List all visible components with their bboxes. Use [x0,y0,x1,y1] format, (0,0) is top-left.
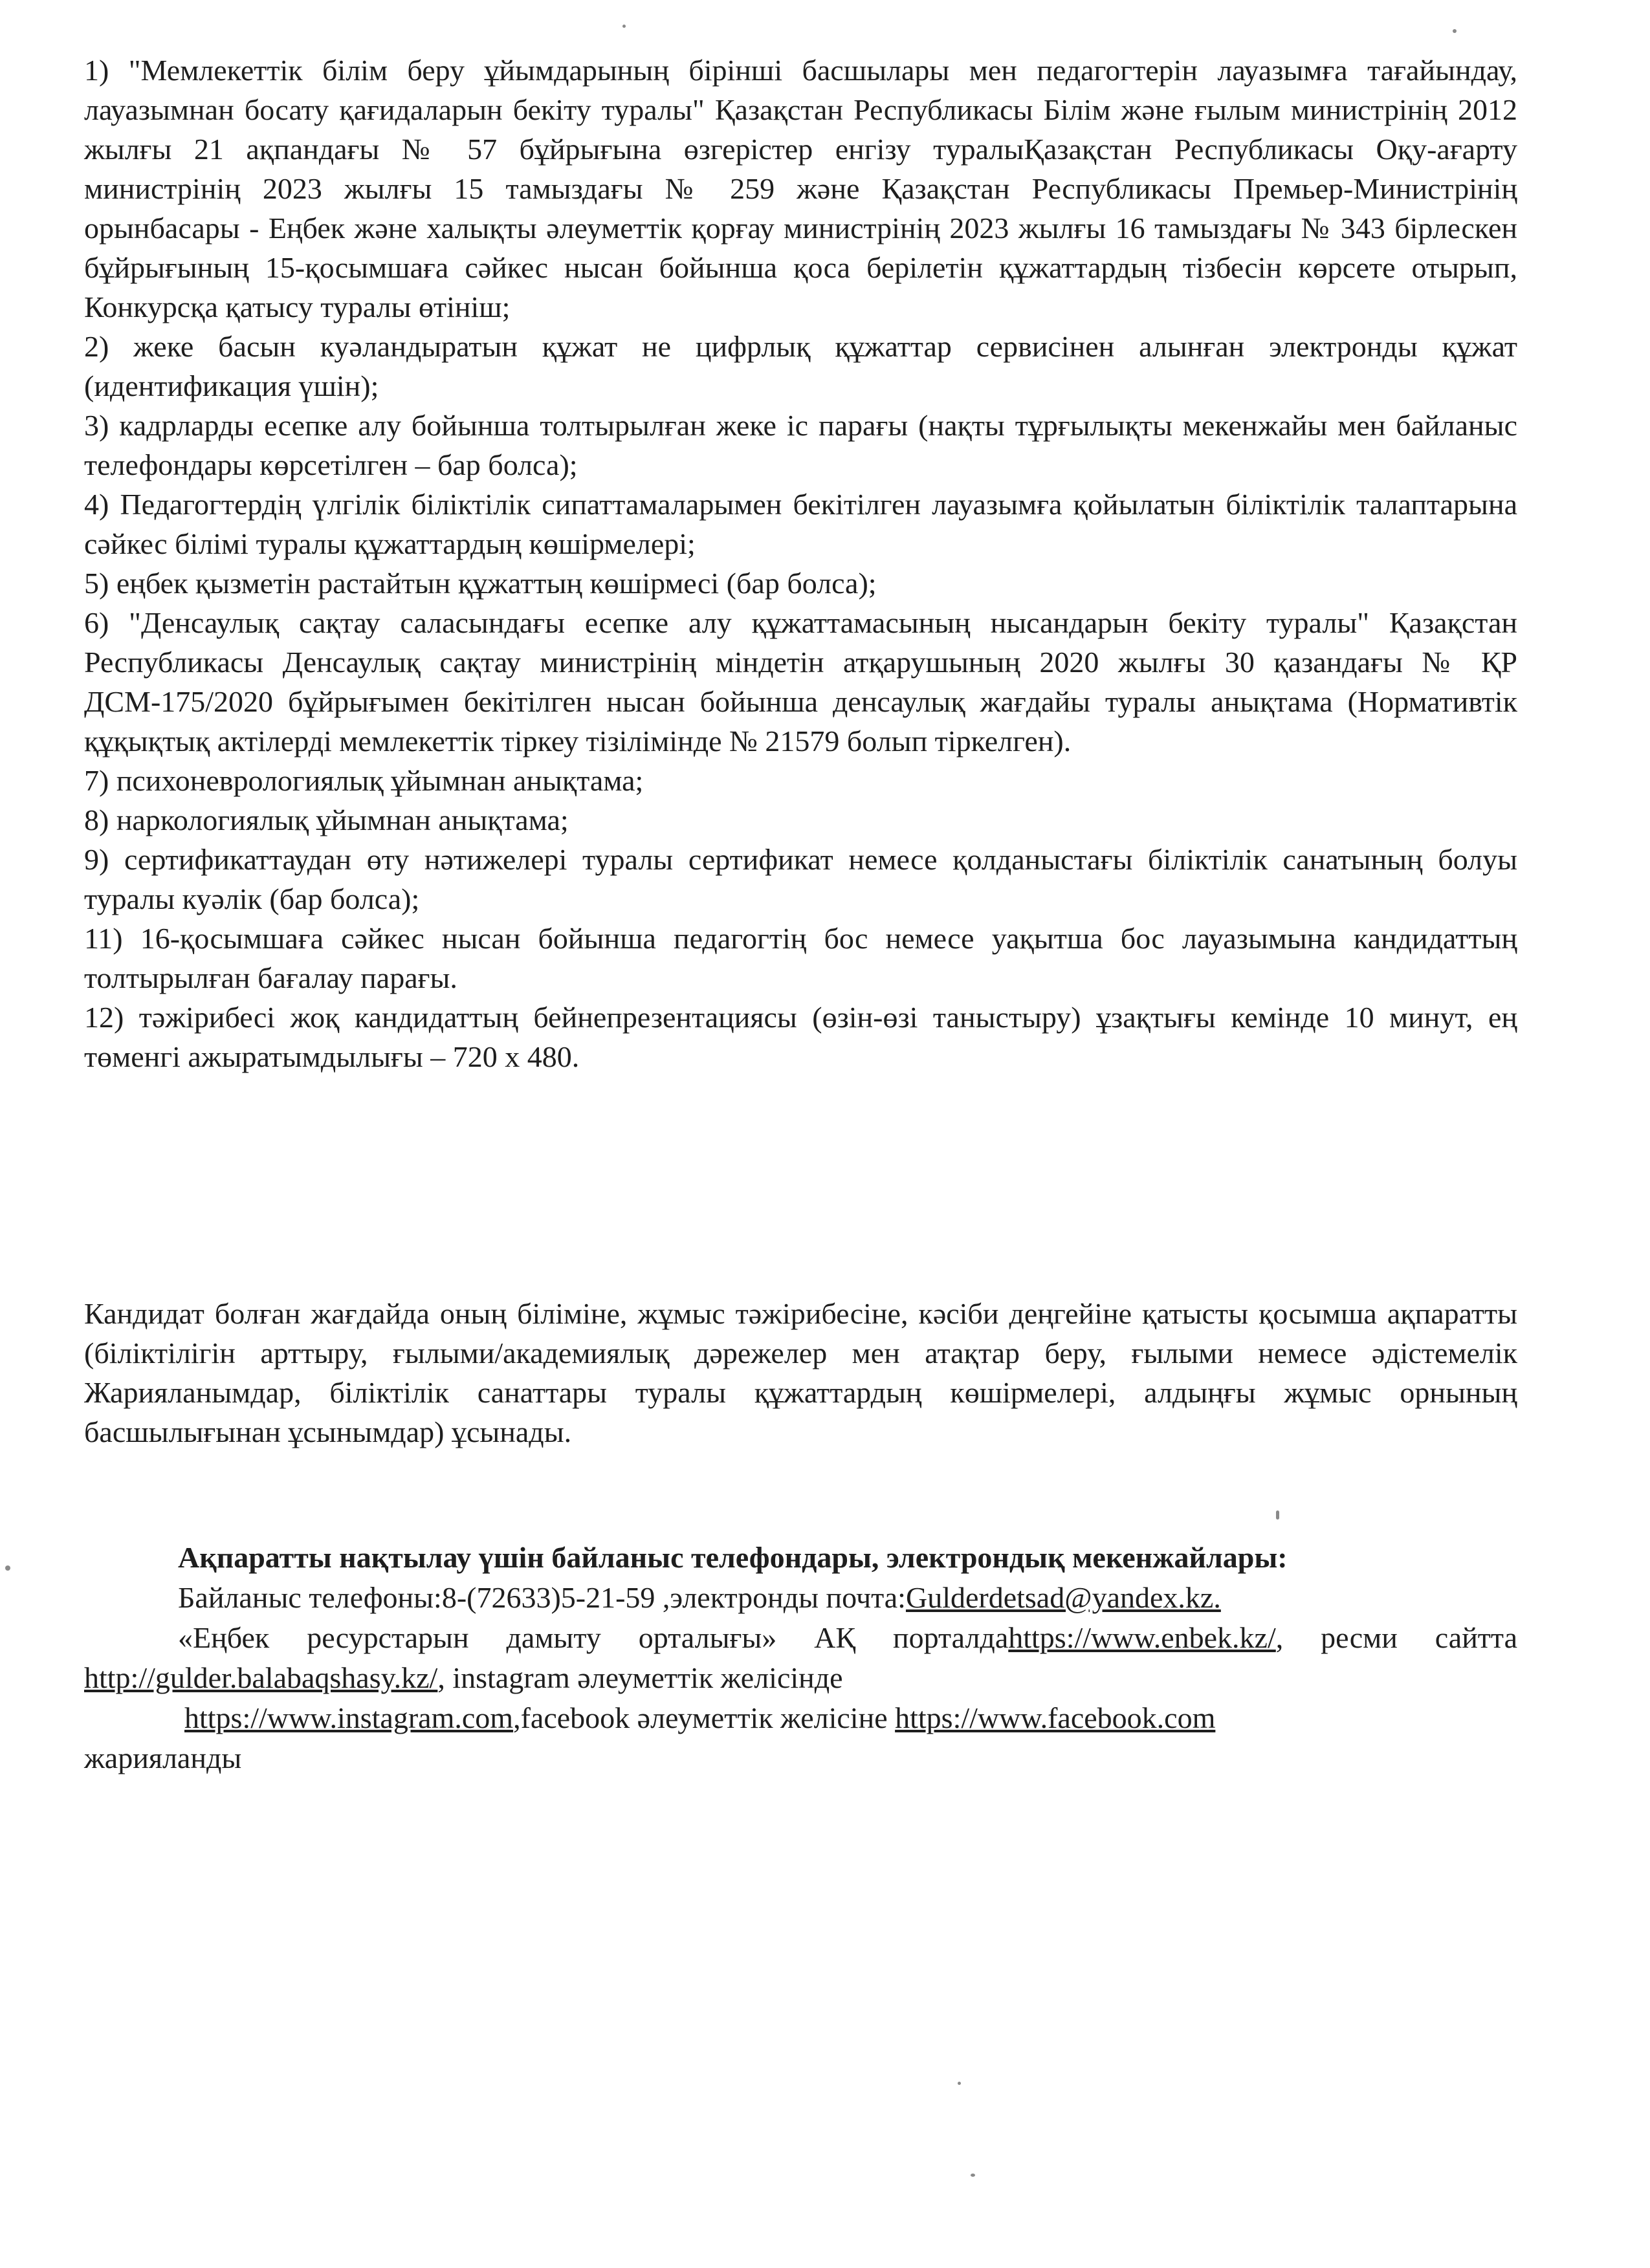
list-item: 11) 16-қосымшаға сәйкес нысан бойынша педагогтің бос немесе уақытша бос лауазымына кандидаттың толтырылған бағалау парағы. [84,922,1517,994]
list-item: 9) сертификаттаудан өту нәтижелері туралы сертификат немесе қолданыстағы біліктілік санатының болуы туралы куәлік (бар болса); [84,843,1517,915]
contacts-heading: Ақпаратты нақтылау үшін байланыс телефондары, электрондық мекенжайлары: [178,1541,1288,1574]
portal-line [84,1618,1517,1698]
scan-speck [971,2174,975,2177]
social-line [84,1698,1517,1738]
list-item: 12) тәжірибесі жоқ кандидаттың бейнепрезентациясы (өзін-өзі таныстыру) ұзақтығы кемінде 10 минут, ең төменгі ажыратымдылығы – 720 х 480. [84,1001,1517,1073]
portal-text: «Еңбек ресурстарын дамыту орталығы» АҚ порталда [178,1621,1009,1654]
list-item: 1) "Мемлекеттік білім беру ұйымдарының бірінші басшылары мен педагогтерін лауазымға тағайындау, лауазымнан босату қағидаларын бекіту туралы" Қазақстан Республикасы Білім және ғылым министрінің 2012 жылғы 21 ақпандағы № 57 бұйрығына өзгерістер енгізу туралыҚазақстан Республикасы Оқу-ағарту министрінің 2023 жылғы 15 тамыздағы № 259 және Қазақстан Республикасы Премьер-Министрінің орынбасары - Еңбек және халықты әлеуметтік қорғау министрінің 2023 жылғы 16 тамыздағы № 343 бірлескен бұйрығының 15-қосымшаға сәйкес нысан бойынша қоса берілетін құжаттардың тізбесін көрсете отырып, Конкурсқа қатысу туралы өтініш; [84,54,1517,323]
scan-speck [1276,1510,1279,1520]
phone-text: Байланыс телефоны:8-(72633)5-21-59 ,электронды почта: [178,1581,906,1614]
scan-speck [1453,29,1457,33]
list-item: 3) кадрларды есепке алу бойынша толтырылған жеке іс парағы (нақты тұрғылықты мекенжайы мен байланыс телефондары көрсетілген – бар болса); [84,409,1517,481]
candidate-paragraph: Кандидат болған жағдайда оның біліміне, жұмыс тәжірибесіне, кәсіби деңгейіне қатысты қосымша ақпаратты (біліктілігін арттыру, ғылыми/академиялық дәрежелер мен атақтар беру, ғылыми немесе әдістемелік Жарияланымдар, біліктілік санаттары туралы құжаттардың көшірмелері, алдыңғы жұмыс орнының басшылығынан ұсынымдар) ұсынады. [84,1297,1517,1448]
facebook-text: ,facebook әлеуметтік желісіне [513,1701,896,1734]
enbek-link[interactable]: https://www.enbek.kz/ [1008,1621,1276,1654]
instagram-link[interactable]: https://www.instagram.com [184,1701,514,1734]
facebook-link[interactable]: https://www.facebook.com [895,1701,1216,1734]
required-documents-list [84,50,1517,1076]
published-text: жарияланды [84,1741,242,1774]
list-item: 6) "Денсаулық сақтау саласындағы есепке алу құжаттамасының нысандарын бекіту туралы" Қазақстан Республикасы Денсаулық сақтау министрінің міндетін атқарушының 2020 жылғы 30 қазандағы № ҚР ДСМ-175/2020 бұйрығымен бекітілген нысан бойынша денсаулық жағдайы туралы анықтама (Нормативтік құқықтық актілерді мемлекеттік тіркеу тізілімінде № 21579 болып тіркелген). [84,606,1517,758]
contacts-section [84,1538,1517,1778]
list-item: 5) еңбек қызметін растайтын құжаттың көшірмесі (бар болса); [84,567,877,600]
list-item: 7) психоневрологиялық ұйымнан анықтама; [84,764,644,797]
candidate-additional-info [84,1294,1517,1452]
list-item: 8) наркологиялық ұйымнан анықтама; [84,803,569,836]
instagram-text: , instagram әлеуметтік желісінде [437,1661,843,1694]
site-link[interactable]: http://gulder.balabaqshasy.kz/ [84,1661,438,1694]
scan-speck [622,25,626,28]
scan-speck [5,1565,10,1571]
list-item: 2) жеке басын куәландыратын құжат не цифрлық құжаттар сервисінен алынған электронды құжат (идентификация үшін); [84,330,1517,402]
scan-speck [958,2082,961,2085]
site-text: , ресми сайтта [1275,1621,1517,1654]
phone-email-line [84,1578,1517,1618]
email-link[interactable]: Gulderdetsad@yandex.kz. [905,1581,1221,1614]
list-item: 4) Педагогтердің үлгілік біліктілік сипаттамаларымен бекітілген лауазымға қойылатын біліктілік талаптарына сәйкес білімі туралы құжаттардың көшірмелері; [84,488,1517,560]
